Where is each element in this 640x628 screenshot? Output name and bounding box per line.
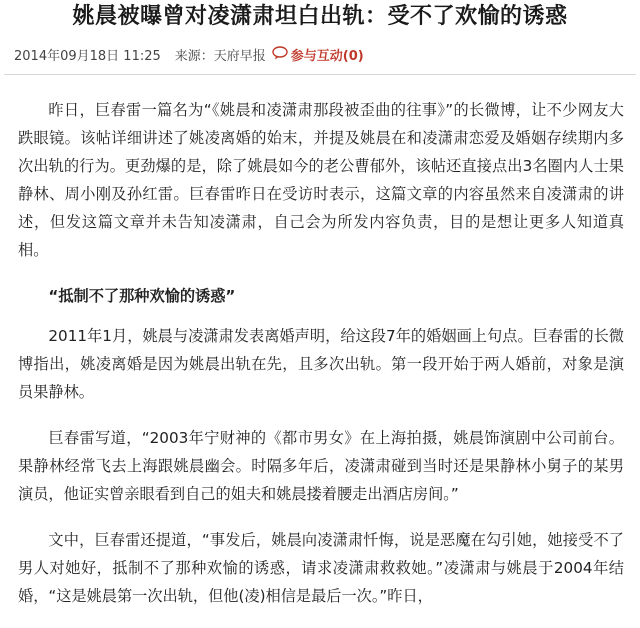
paragraph: 巨春雷写道，“2003年宁财神的《都市男女》在上海拍摄，姚晨饰演剧中公司前台。果静林经常飞去上海跟姚晨幽会。时隔多年后，凌潇肃碰到当时还是果静林小舅子的某男演员，他证实曾亲眼看到自己的姐夫和姚晨搂着腰走出酒店房间。” <box>18 429 624 503</box>
article-title: 姚晨被曝曾对凌潇肃坦白出轨：受不了欢愉的诱惑 <box>72 4 568 29</box>
paragraph: 昨日，巨春雷一篇名为“《姚晨和凌潇肃那段被歪曲的往事》”的长微博，让不少网友大跌眼镜。该帖详细讲述了姚凌离婚的始末，并提及姚晨在和凌潇肃恋爱及婚姻存续期内多次出轨的行为。更劲爆的是，除了姚晨如今的老公曹郁外，该帖还直接点出3名圈内人士果静林、周小刚及孙红雷。巨春雷昨日在受访时表示，这篇文章的内容虽然来自凌潇肃的讲述，但发这篇文章并未告知凌潇肃，自己会为所发内容负责，目的是想让更多人知道真相。 <box>18 101 624 259</box>
paragraph: 2011年1月，姚晨与凌潇肃发表离婚声明，给这段7年的婚姻画上句点。巨春雷的长微博指出，姚凌离婚是因为姚晨出轨在先，且多次出轨。第一段开始于两人婚前，对象是演员果静林。 <box>18 327 624 401</box>
paragraph: 文中，巨春雷还提道，“事发后，姚晨向凌潇肃忏悔，说是恶魔在勾引她，她接受不了男人对她好，抵制不了那种欢愉的诱惑，请求凌潇肃救救她。”凌潇肃与姚晨于2004年结婚，“这是姚晨第一次出轨，但他(凌)相信是最后一次。”昨日， <box>18 531 624 605</box>
article-source: 来源：天府早报 <box>174 48 266 64</box>
article-body <box>18 96 624 628</box>
publish-date: 2014年09月18日 11:25 <box>14 48 161 64</box>
interact-label[interactable]: 参与互动(0) <box>290 48 364 64</box>
comment-bubble-icon <box>272 46 291 67</box>
header-divider <box>4 74 636 75</box>
section-subheading: “抵制不了那种欢愉的诱惑” <box>48 287 236 305</box>
interact-link[interactable] <box>272 46 364 67</box>
article-meta <box>14 46 364 67</box>
